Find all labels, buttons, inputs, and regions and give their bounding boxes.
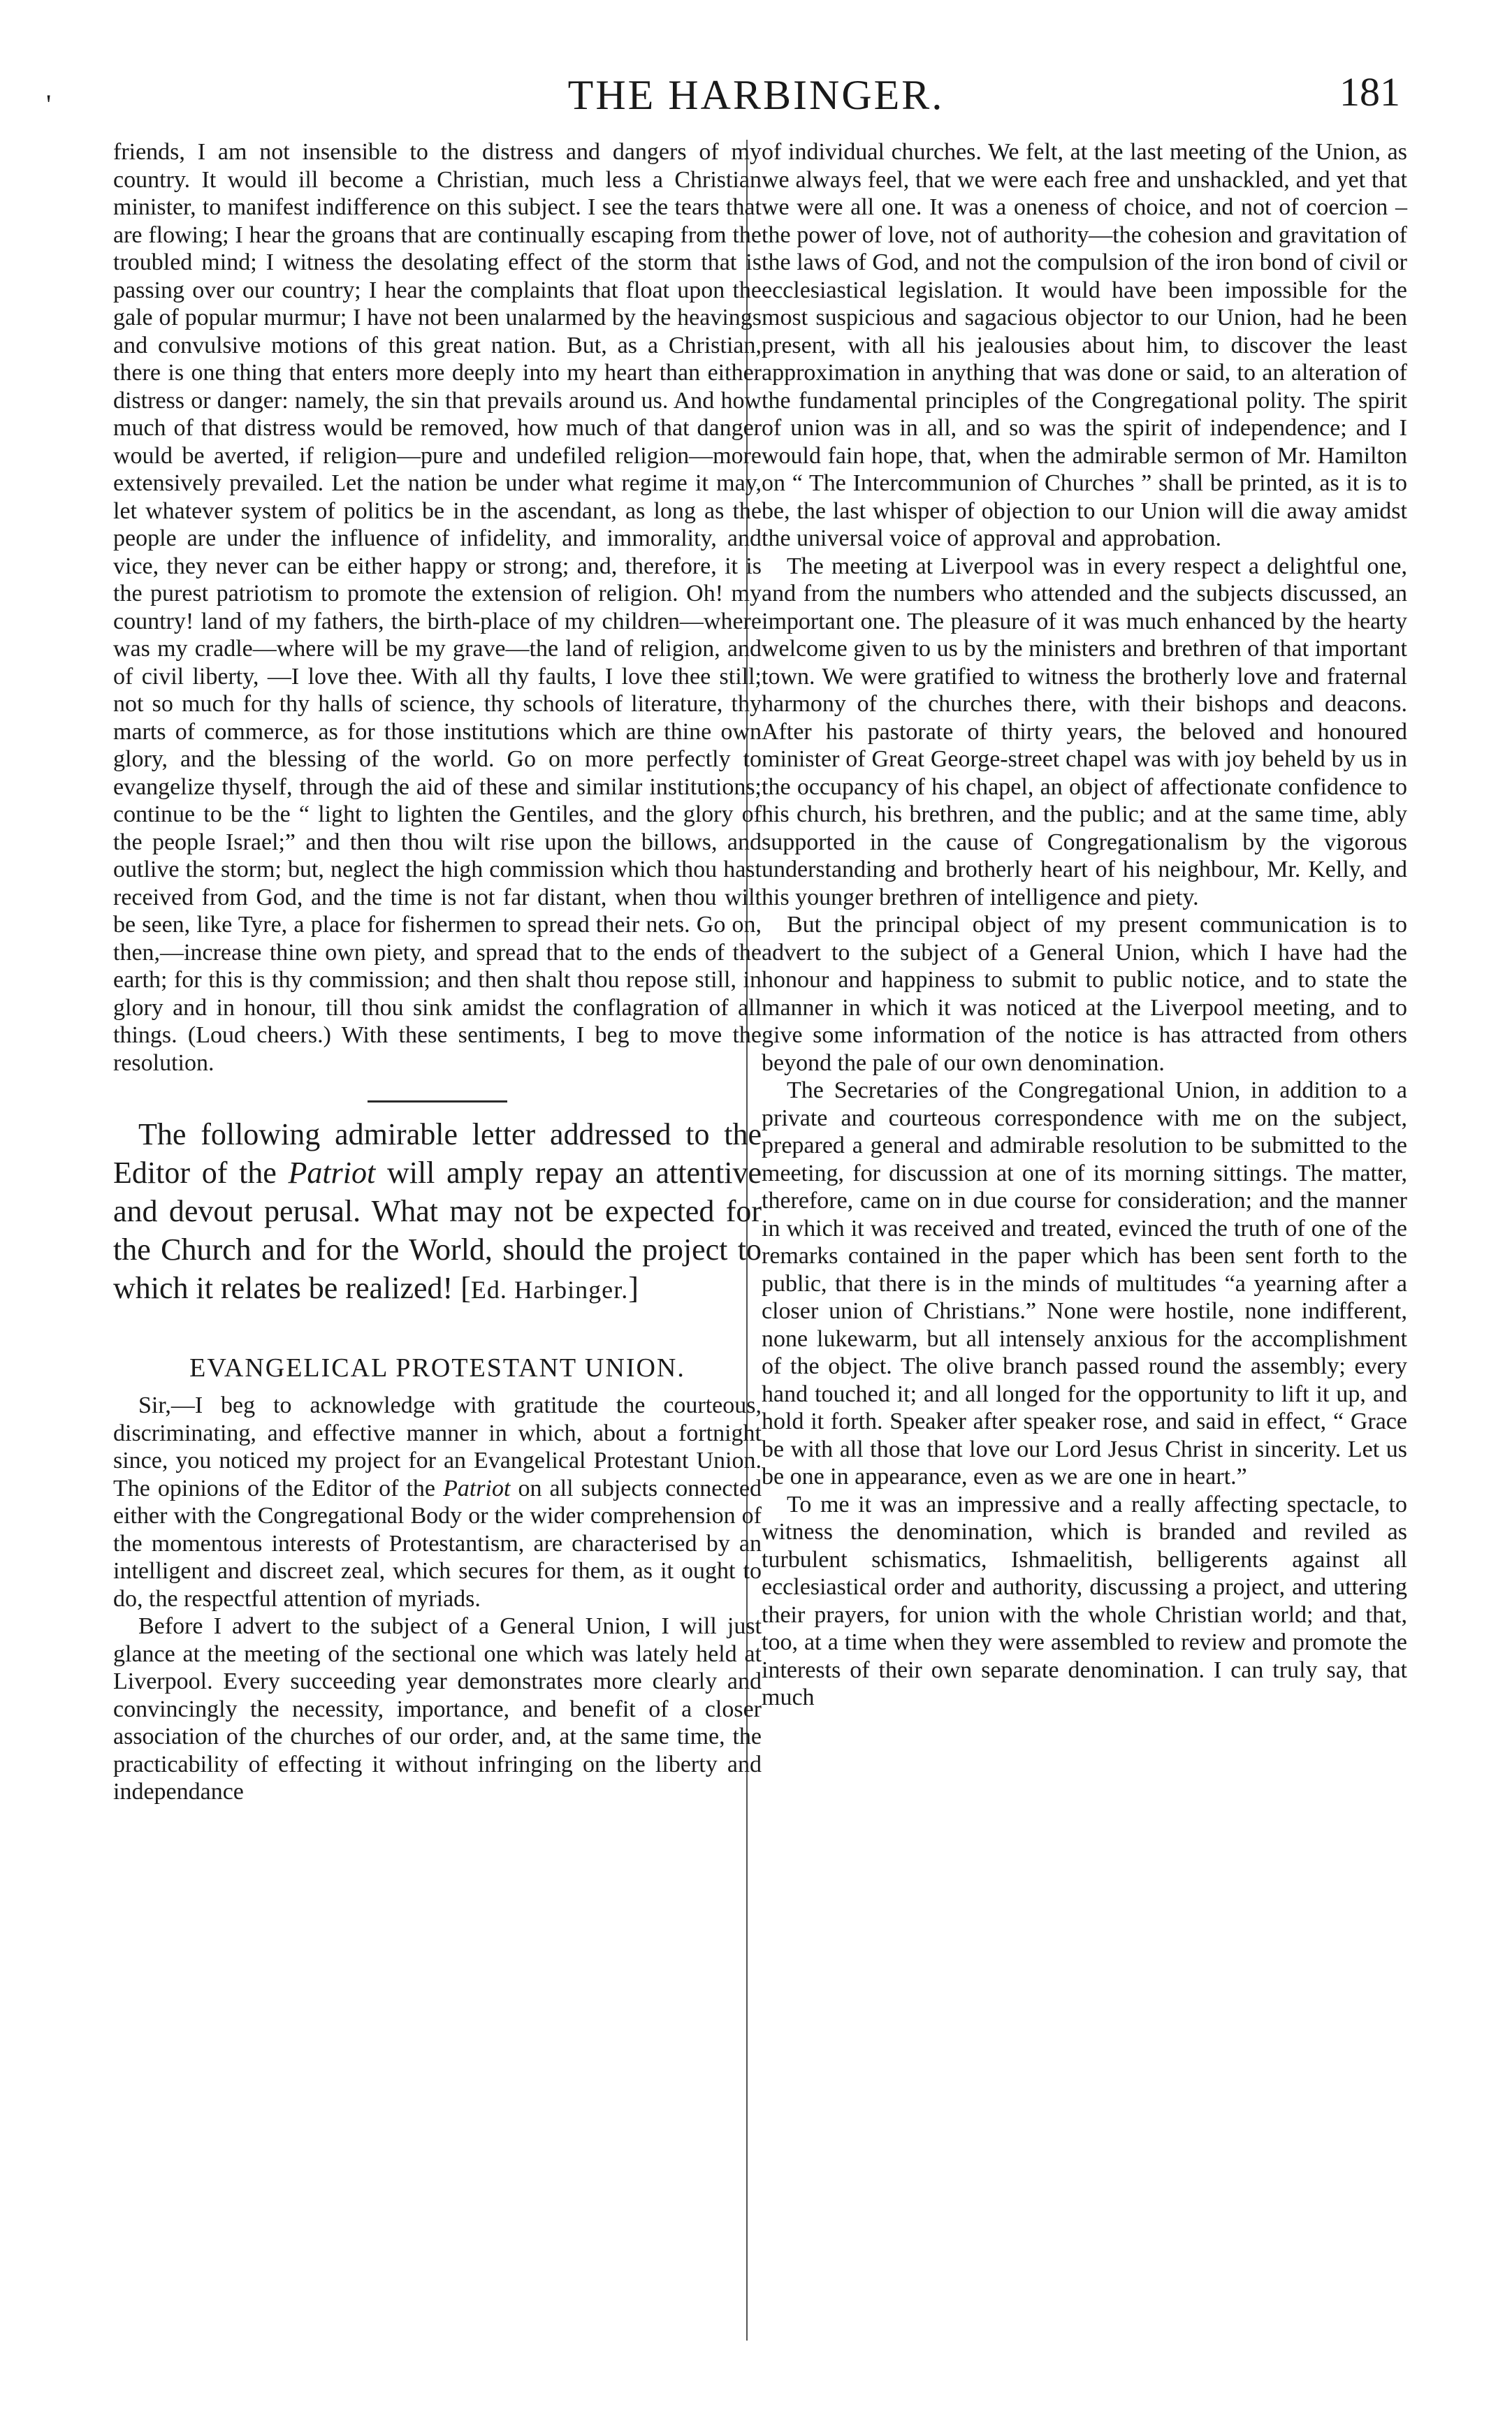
patriot-title: Patriot — [288, 1156, 376, 1190]
letter-p1-after: on all subjects connected either with the Congregational Body or the wider comprehension of the momentous interests of Protestantism, are characterised by an intelligent and discreet zeal, which secures for them, as it ought to do, the respectful attention of myriads. — [113, 1475, 762, 1612]
right-paragraph-3: But the principal object of my present communication is to advert to the subject of a General Union, which I have had the honour and happiness to submit to public notice, and to state the manner in which it was noticed at the Liverpool meeting, and to give some information of the notice is has attracted from others beyond the pale of our own denomination. — [762, 912, 1407, 1076]
right-paragraph-4: The Secretaries of the Congregational Union, in addition to a private and courteous correspondence with me on the subject, prepared a general and admirable resolution to be submitted to the meeting, for discussion at one of its morning sittings. The matter, therefore, came on in due course for consideration; and the manner in which it was received and treated, evinced the truth of one of the remarks contained in the paper which has been sent forth to the public, that there is in the minds of multitudes “a yearning after a closer union of Christians.” None were hostile, none indifferent, none lukewarm, but all intensely anxious for the accomplishment of the object. The olive branch passed round the assembly; every hand touched it; and all longed for the opportunity to lift it up, and hold it forth. Speaker after speaker rose, and said in effect, “ Grace be with all those that love our Lord Jesus Christ in sincerity. Let us be one in appearance, even as we are one in heart.” — [762, 1077, 1407, 1490]
right-paragraph-5: To me it was an impressive and a really affecting spectacle, to witness the denomination, which is branded and reviled as turbulent schismatics, Ishmaelitish, belligerents against all ecclesiastical order and authority, discussing a project, and uttering their prayers, for union with the whole Christian world; and that, too, at a time when they were assembled to review and promote the interests of their own separate denomination. I can truly say, that much — [762, 1491, 1407, 1710]
intro-text-before: The following admirable letter addressed to the Editor of the — [113, 1117, 762, 1190]
margin-mark: ' — [46, 89, 52, 120]
section-heading: EVANGELICAL PROTESTANT UNION. — [189, 1353, 685, 1383]
right-paragraph-2: The meeting at Liverpool was in every respect a delightful one, and from the numbers who attended and the subjects discussed, an important one. The pleasure of it was much enhanced by the hearty welcome given to us by the ministers and brethren of that important town. We were gratified to witness the brotherly love and fraternal harmony of the churches there, with their bishops and deacons. After his pastorate of thirty years, the beloved and honoured minister of Great George-street chapel was with joy beheld by us in the occupancy of his chapel, an object of affectionate confidence to his church, his brethren, and the public; and at the same time, ably supported in the cause of Congregationalism by the vigorous understanding and brotherly heart of his neighbour, Mr. Kelly, and his younger brethren of intelligence and piety. — [762, 553, 1407, 910]
speech-paragraph: friends, I am not insensible to the distress and dangers of my country. It would ill become a Christian, much less a Christian minister, to manifest indifference on this subject. I see the tears that are flowing; I hear the groans that are continually escaping from the troubled mind; I witness the desolating effect of the storm that is passing over our country; I hear the complaints that float upon the gale of popular murmur; I have not been unalarmed by the heavings and convulsive motions of this great nation. But, as a Christian, there is one thing that enters more deeply into my heart than either distress or danger: namely, the sin that prevails around us. And how much of that distress would be removed, how much of that danger would be averted, if religion—pure and undefiled religion—more extensively prevailed. Let the nation be under what regime it may, let whatever system of politics be in the ascendant, as long as the people are under the influence of infidelity, and immorality, and vice, they never can be either happy or strong; and, therefore, it is the purest patriotism to promote the extension of religion. Oh! my country! land of my fathers, the birth-place of my children—where was my cradle—where will be my grave—the land of religion, and of civil liberty, —I love thee. With all thy faults, I love thee still; not so much for thy halls of science, thy schools of literature, thy marts of commerce, as for those institutions which are thine own glory, and the blessing of the world. Go on more perfectly to evangelize thyself, through the aid of these and similar institutions; continue to be the “ light to lighten the Gentiles, and the glory of the people Israel;” and then thou wilt rise upon the billows, and outlive the storm; but, neglect the high commission which thou hast received from God, and the time is not far distant, when thou wilt be seen, like Tyre, a place for fishermen to spread their nets. Go on, then,—increase thine own piety, and spread that to the ends of the earth; for this is thy commission; and then shalt thou repose still, in glory and in honour, till thou sink amidst the conflagration of all things. (Loud cheers.) With these sentiments, I beg to move the resolution. — [113, 139, 762, 1076]
letter-paragraph-2: Before I advert to the subject of a General Union, I will just glance at the meeting of the sectional one which was lately held at Liverpool. Every succeeding year demonstrates more clearly and convincingly the necessity, importance, and benefit of a closer association of the churches of our order, and, at the same time, the practicability of effecting it without infringing on the liberty and independance — [113, 1613, 762, 1805]
left-column — [113, 138, 762, 1806]
letter-paragraph-1 — [113, 1392, 762, 1613]
editor-signature: Ed. Harbinger. — [470, 1276, 629, 1304]
right-paragraph-1: of individual churches. We felt, at the last meeting of the Union, as we always feel, that we were each free and unshackled, and yet that we were all one. It was a oneness of choice, and not of coercion – the power of love, not of authority—the cohesion and gravitation of the laws of God, and not the compulsion of the iron bond of civil or ecclesiastical legislation. It would have been impossible for the most suspicious and sagacious objector to our Union, had he been present, with all his jealousies about him, to discover the least approximation in anything that was done or said, to an alteration of the fundamental principles of the Congregational polity. The spirit of union was in all, and so was the spirit of independence; and I would fain hope, that, when the admirable sermon of Mr. Hamilton on “ The Intercommunion of Churches ” shall be printed, as it is to be, the last whisper of objection to our Union will die away amidst the universal voice of approval and approbation. — [762, 139, 1407, 551]
page-header — [0, 61, 1512, 124]
intro-close: ] — [628, 1271, 639, 1305]
intro-text-after: will amply repay an attentive and devout perusal. What may not be expected for the Church and for the World, should the project to which it relates be realized! [ — [113, 1156, 762, 1305]
letter-p1-before: Sir,—I beg to acknowledge with gratitude the courteous, discriminating, and effective manner in which, about a fortnight since, you noticed my project for an Evangelical Protestant Union. The opinions of the Editor of the — [113, 1392, 762, 1501]
page-number: 181 — [1339, 69, 1400, 115]
right-column — [762, 138, 1407, 1712]
editor-intro — [113, 1115, 762, 1309]
patriot-title: Patriot — [443, 1475, 511, 1501]
separator-rule — [368, 1100, 507, 1103]
running-title: THE HARBINGER. — [567, 72, 945, 118]
